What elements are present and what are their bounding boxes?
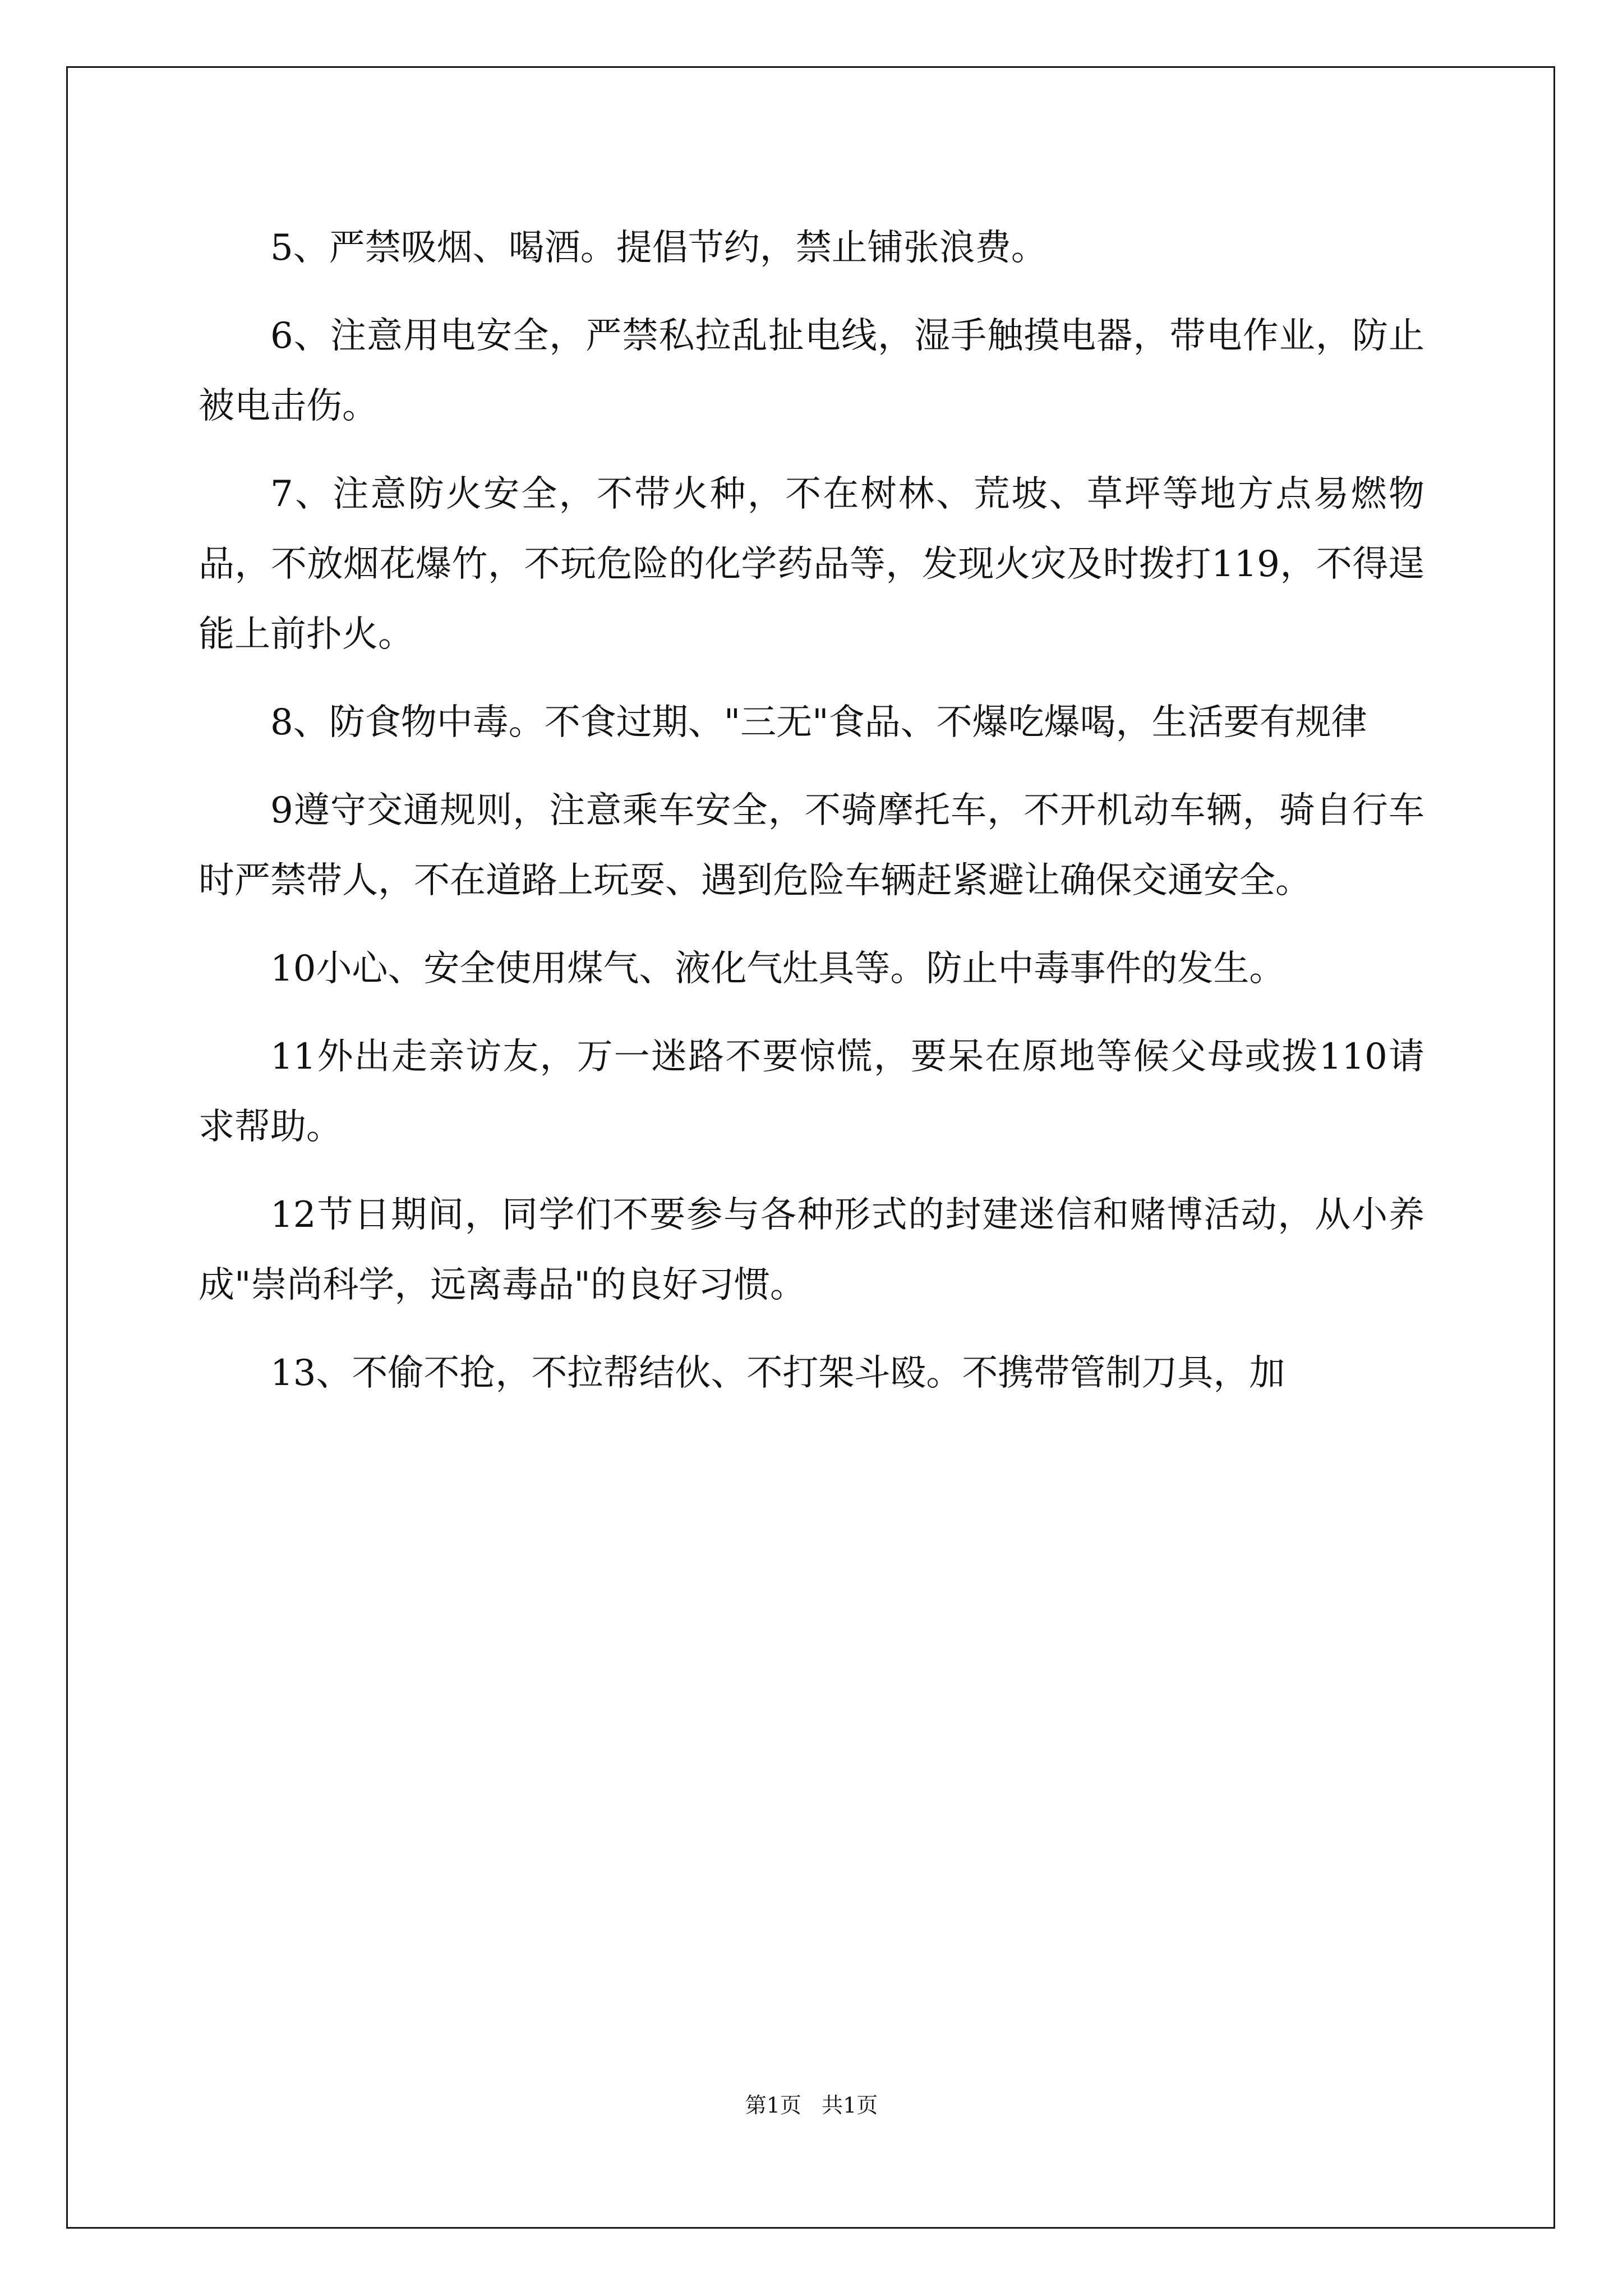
paragraph: 5、严禁吸烟、喝酒。提倡节约，禁止铺张浪费。 [270,227,1047,269]
paragraph: 11外出走亲访友，万一迷路不要惊慌，要呆在原地等候父母或拨110请求帮助。 [199,1036,1424,1148]
paragraph: 7、注意防火安全，不带火种，不在树林、荒坡、草坪等地方点易燃物品，不放烟花爆竹，不玩危险的化学药品等，发现火灾及时拨打119，不得逞能上前扑火。 [199,473,1424,655]
paragraph: 12节日期间，同学们不要参与各种形式的封建迷信和赌博活动，从小养成"崇尚科学，远离毒品"的良好习惯。 [199,1194,1424,1306]
page-footer [0,2091,1623,2119]
footer-spacer [801,2093,822,2118]
page-total: 共1页 [822,2093,878,2118]
paragraph: 8、防食物中毒。不食过期、"三无"食品、不爆吃爆喝，生活要有规律 [270,702,1367,743]
paragraph: 10小心、安全使用煤气、液化气灶具等。防止中毒事件的发生。 [270,948,1285,990]
paragraph: 9遵守交通规则，注意乘车安全，不骑摩托车，不开机动车辆，骑自行车时严禁带人，不在道路上玩耍、遇到危险车辆赶紧避让确保交通安全。 [199,790,1424,901]
paragraph: 6、注意用电安全，严禁私拉乱扯电线，湿手触摸电器，带电作业，防止被电击伤。 [199,315,1424,427]
document-body [199,213,1424,1427]
page-number: 第1页 [745,2093,801,2118]
paragraph: 13、不偷不抢，不拉帮结伙、不打架斗殴。不携带管制刀具，加 [270,1352,1285,1394]
